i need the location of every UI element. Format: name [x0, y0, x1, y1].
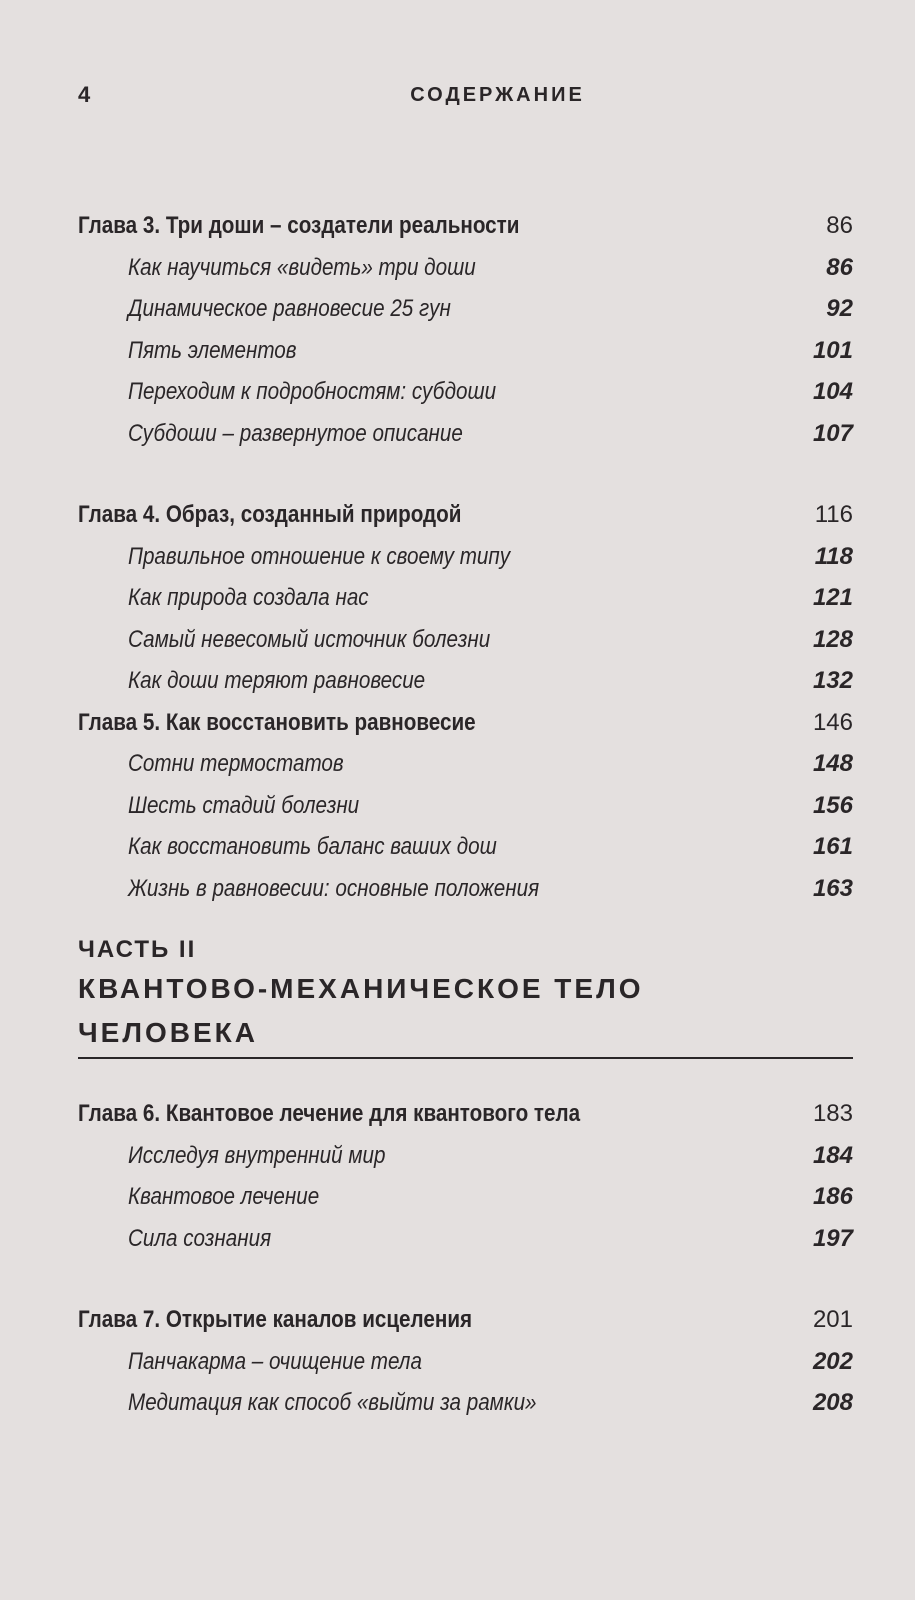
page-ref: 86	[826, 212, 853, 239]
page-ref: 116	[814, 501, 853, 528]
toc-section[interactable]	[78, 660, 853, 702]
section-title: Как доши теряют равновесие	[128, 667, 426, 694]
toc-section[interactable]	[78, 868, 853, 910]
chapter-title: Глава 4. Образ, созданный природой	[78, 501, 462, 528]
page-ref: 161	[812, 833, 853, 860]
page-ref: 132	[812, 667, 853, 694]
toc-section[interactable]	[78, 371, 853, 413]
part-title-line-2: ЧЕЛОВЕКА	[78, 1017, 258, 1048]
toc-section[interactable]	[78, 536, 853, 578]
part-label: ЧАСТЬ II	[78, 936, 197, 963]
spacer	[78, 1259, 853, 1299]
page-ref: 92	[826, 295, 853, 322]
section-title: Шесть стадий болезни	[128, 791, 360, 819]
section-title: Квантовое лечение	[128, 1183, 320, 1210]
page-number: 4	[78, 82, 91, 107]
part-title-line-1: КВАНТОВО-МЕХАНИЧЕСКОЕ ТЕЛО	[78, 973, 644, 1004]
section-title: Переходим к подробностям: субдоши	[128, 378, 497, 405]
toc-section[interactable]	[78, 1341, 853, 1383]
section-title: Субдоши – развернутое описание	[128, 419, 463, 447]
part-heading	[78, 933, 853, 1059]
page-ref: 208	[812, 1389, 853, 1416]
toc-chapter[interactable]	[78, 205, 853, 247]
toc-chapter[interactable]	[78, 1299, 853, 1341]
page-ref: 104	[812, 378, 853, 405]
chapter-title: Глава 5. Как восстановить равновесие	[78, 708, 476, 736]
toc-section[interactable]	[78, 330, 853, 372]
page-ref: 202	[812, 1347, 853, 1375]
section-title: Сотни термостатов	[128, 750, 344, 777]
toc-section[interactable]	[78, 826, 853, 868]
toc-section[interactable]	[78, 1135, 853, 1177]
section-title: Медитация как способ «выйти за рамки»	[128, 1389, 537, 1416]
toc-section[interactable]	[78, 785, 853, 827]
page-ref: 118	[814, 542, 853, 570]
page-ref: 186	[812, 1183, 853, 1210]
page-ref: 201	[812, 1306, 853, 1333]
page-ref: 101	[812, 336, 853, 364]
section-title: Как восстановить баланс ваших дош	[128, 833, 497, 860]
toc-section[interactable]	[78, 619, 853, 661]
page-ref: 197	[812, 1224, 853, 1252]
page-ref: 156	[812, 791, 853, 819]
page-ref: 184	[812, 1141, 853, 1169]
section-title: Панчакарма – очищение тела	[128, 1347, 422, 1375]
toc-chapter[interactable]	[78, 702, 853, 744]
toc-section[interactable]	[78, 577, 853, 619]
spacer	[78, 454, 853, 494]
page-ref: 107	[812, 419, 853, 447]
section-title: Динамическое равновесие 25 гун	[128, 295, 451, 322]
page-ref: 121	[812, 584, 853, 611]
page-header	[78, 82, 837, 112]
table-of-contents	[78, 205, 853, 1424]
section-title: Правильное отношение к своему типу	[128, 542, 511, 570]
section-title: Как научиться «видеть» три доши	[128, 253, 476, 281]
section-title: Самый невесомый источник болезни	[128, 625, 491, 653]
chapter-title: Глава 6. Квантовое лечение для квантового тела	[78, 1100, 581, 1127]
page-ref: 128	[812, 625, 853, 653]
section-title: Пять элементов	[128, 336, 297, 364]
page-ref: 163	[812, 874, 853, 902]
part-divider	[78, 1057, 853, 1059]
toc-section[interactable]	[78, 288, 853, 330]
page-ref: 148	[812, 750, 853, 777]
toc-section[interactable]	[78, 247, 853, 289]
page-ref: 146	[812, 708, 853, 736]
section-title: Жизнь в равновесии: основные положения	[128, 874, 540, 902]
chapter-title: Глава 7. Открытие каналов исцеления	[78, 1306, 473, 1333]
section-title: Исследуя внутренний мир	[128, 1141, 386, 1169]
toc-chapter[interactable]	[78, 494, 853, 536]
page-ref: 86	[826, 253, 853, 281]
running-title: СОДЕРЖАНИЕ	[410, 84, 585, 106]
toc-section[interactable]	[78, 743, 853, 785]
toc-section[interactable]	[78, 1218, 853, 1260]
section-title: Сила сознания	[128, 1224, 272, 1252]
chapter-title: Глава 3. Три доши – создатели реальности	[78, 212, 520, 239]
section-title: Как природа создала нас	[128, 584, 369, 611]
toc-chapter[interactable]	[78, 1093, 853, 1135]
toc-section[interactable]	[78, 413, 853, 455]
page-ref: 183	[812, 1100, 853, 1127]
toc-section[interactable]	[78, 1176, 853, 1218]
toc-section[interactable]	[78, 1382, 853, 1424]
